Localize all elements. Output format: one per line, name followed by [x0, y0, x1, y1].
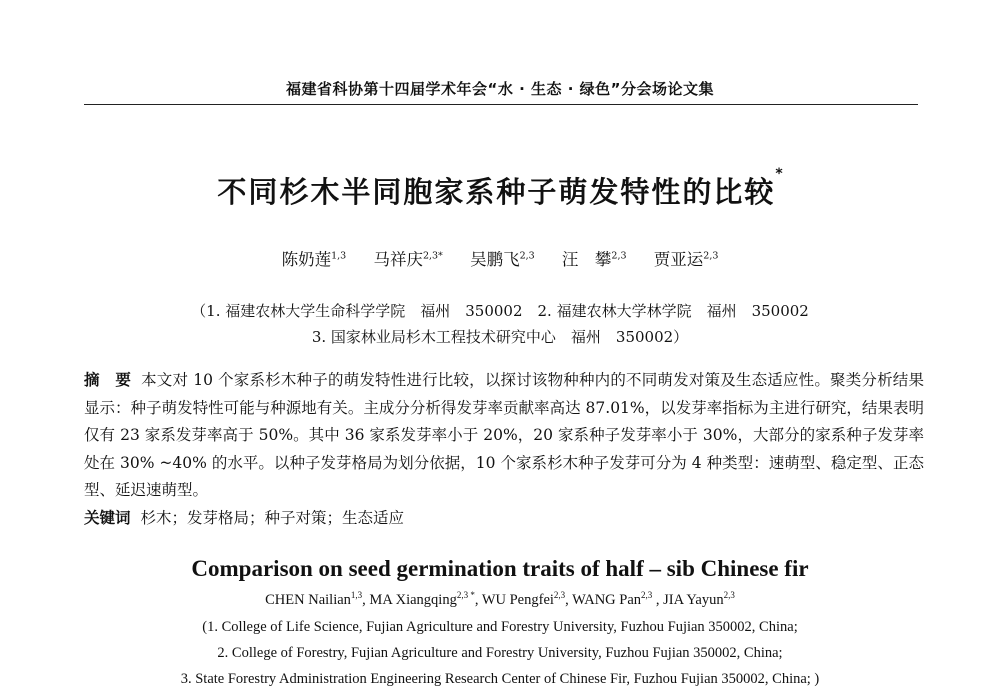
author-en: WANG Pan$^{2,3}$ , — [572, 590, 660, 608]
paper-title — [0, 166, 1000, 211]
affiliation-en-line: (1. College of Life Science, Fujian Agriculture and Forestry University, Fuzhou Fujian 350002, China; — [202, 619, 798, 635]
keywords-text: 杉木；发芽格局；种子对策；生态适应 — [140, 508, 405, 527]
author-en: MA Xiangqing$^{2,3 *}$, — [369, 590, 482, 608]
abstract-block — [84, 367, 924, 533]
author-en: CHEN Nailian$^{1,3}$, — [265, 590, 370, 608]
affiliation-cn-line: （1. 福建农林大学生命科学学院 福州 350002 2. 福建农林大学林学院 福州 350002 — [191, 302, 809, 320]
keywords-label: 关键词 — [84, 508, 131, 527]
authors-en — [0, 590, 1000, 609]
abstract-label: 摘 要 — [84, 371, 132, 389]
author-cn: 贾亚运$^{2,3}$ — [653, 250, 719, 269]
abstract — [84, 367, 924, 505]
author-cn: 陈奶莲$^{1,3}$ — [281, 250, 347, 269]
running-header: 福建省科协第十四届学术年会“水 · 生态 · 绿色”分会场论文集 — [285, 80, 714, 98]
abstract-text: 本文对 10 个家系杉木种子的萌发特性进行比较，以探讨该物种种内的不同萌发对策及生态适应性。聚类分析结果显示：种子萌发特性可能与种源地有关。主成分分析得发芽率贡献率高达 87.01%，以发芽率指标为主进行研究，结果表明仅有 23 家系发芽率高于 50%。其中 36 家系发芽率小于 20%，20 家系种子发芽率小于 30%，大部分的家系种子发芽率处在 30% ~40% 的水平。以种子发芽格局为划分依据，10 个家系杉木种子发芽可分为 4 种类型：速萌型、稳定型、正态型、延迟速萌型。 — [84, 371, 924, 500]
author-cn: 吴鹏飞$^{2,3}$ — [470, 250, 535, 269]
author-cn: 汪 攀$^{2,3}$ — [561, 250, 627, 269]
english-title: Comparison on seed germination traits of half – sib Chinese fir — [191, 556, 809, 581]
authors-cn — [0, 246, 1000, 270]
title-footnote-mark: * — [775, 166, 783, 182]
affiliation-en-line: 2. College of Forestry, Fujian Agriculture and Forestry University, Fuzhou Fujian 350002, China; — [217, 645, 783, 661]
author-en: JIA Yayun$^{2,3}$ — [663, 590, 735, 608]
header-rule — [84, 104, 918, 105]
keywords — [84, 505, 924, 533]
author-en: WU Pengfei$^{2,3}$, — [481, 590, 573, 608]
affiliation-cn-line: 3. 国家林业局杉木工程技术研究中心 福州 350002） — [311, 328, 689, 346]
affiliation-en-line: 3. State Forestry Administration Engineering Research Center of Chinese Fir, Fuzhou Fujian 350002, China; ) — [180, 671, 820, 687]
author-cn: 马祥庆$^{2,3*}$ — [373, 250, 443, 269]
paper-title-text: 不同杉木半同胞家系种子萌发特性的比较 — [217, 175, 776, 209]
